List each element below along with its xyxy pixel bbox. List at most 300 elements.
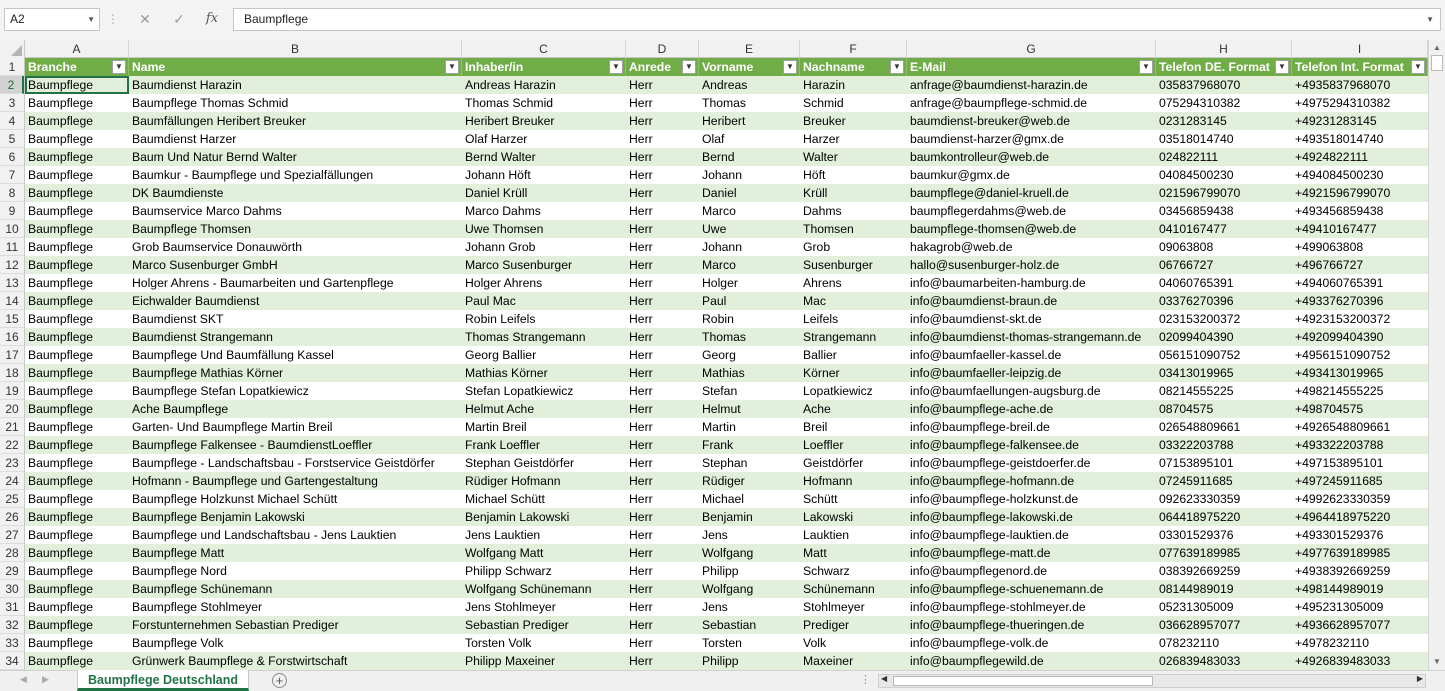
cell-nachname[interactable]: [800, 472, 907, 490]
cell-name[interactable]: [129, 508, 462, 526]
cell-branche[interactable]: [25, 382, 129, 400]
cell-email[interactable]: [907, 652, 1156, 670]
cell-inhaber[interactable]: [462, 508, 626, 526]
cell-vorname[interactable]: [699, 652, 800, 670]
row-number[interactable]: 13: [0, 274, 24, 292]
cell-telefon-int[interactable]: [1292, 328, 1428, 346]
cell-branche[interactable]: [25, 148, 129, 166]
cell-branche[interactable]: [25, 292, 129, 310]
cell-vorname[interactable]: [699, 220, 800, 238]
cell-telefon-int[interactable]: [1292, 274, 1428, 292]
cell-telefon-de[interactable]: [1156, 202, 1292, 220]
cell-nachname[interactable]: [800, 130, 907, 148]
row-number[interactable]: 29: [0, 562, 24, 580]
next-sheet-icon[interactable]: ▶: [42, 674, 49, 684]
cell-telefon-int[interactable]: [1292, 544, 1428, 562]
cell-email[interactable]: [907, 274, 1156, 292]
cell-vorname[interactable]: [699, 148, 800, 166]
cell-vorname[interactable]: [699, 274, 800, 292]
cell-branche[interactable]: [25, 238, 129, 256]
cell-anrede[interactable]: [626, 130, 699, 148]
cell-inhaber[interactable]: [462, 148, 626, 166]
cell-telefon-de[interactable]: [1156, 598, 1292, 616]
cell-vorname[interactable]: [699, 562, 800, 580]
cell-inhaber[interactable]: [462, 184, 626, 202]
cell-vorname[interactable]: [699, 346, 800, 364]
cell-branche[interactable]: [25, 634, 129, 652]
row-number[interactable]: 32: [0, 616, 24, 634]
cell-nachname[interactable]: [800, 400, 907, 418]
cell-email[interactable]: [907, 220, 1156, 238]
row-number[interactable]: 23: [0, 454, 24, 472]
cell-telefon-de[interactable]: [1156, 544, 1292, 562]
cell-branche[interactable]: [25, 418, 129, 436]
row-number[interactable]: 30: [0, 580, 24, 598]
cell-inhaber[interactable]: [462, 256, 626, 274]
cell-inhaber[interactable]: [462, 472, 626, 490]
cell-email[interactable]: [907, 526, 1156, 544]
horizontal-scroll-thumb[interactable]: [893, 676, 1153, 686]
cell-inhaber[interactable]: [462, 220, 626, 238]
cell-telefon-de[interactable]: [1156, 292, 1292, 310]
cell-anrede[interactable]: [626, 562, 699, 580]
cell-vorname[interactable]: [699, 256, 800, 274]
cell-name[interactable]: [129, 310, 462, 328]
cell-email[interactable]: [907, 598, 1156, 616]
cell-anrede[interactable]: [626, 94, 699, 112]
cell-vorname[interactable]: [699, 238, 800, 256]
cell-email[interactable]: [907, 202, 1156, 220]
cell-branche[interactable]: [25, 256, 129, 274]
cell-anrede[interactable]: [626, 382, 699, 400]
cell-vorname[interactable]: [699, 76, 800, 94]
cell-telefon-de[interactable]: [1156, 472, 1292, 490]
cell-inhaber[interactable]: [462, 130, 626, 148]
filter-dropdown-icon[interactable]: ▼: [1275, 60, 1289, 74]
cell-email[interactable]: [907, 364, 1156, 382]
cell-name[interactable]: [129, 580, 462, 598]
cell-inhaber[interactable]: [462, 526, 626, 544]
cell-anrede[interactable]: [626, 166, 699, 184]
cell-nachname[interactable]: [800, 616, 907, 634]
cell-telefon-de[interactable]: [1156, 220, 1292, 238]
cell-telefon-int[interactable]: [1292, 454, 1428, 472]
cell-telefon-int[interactable]: [1292, 346, 1428, 364]
column-letter-d[interactable]: D: [626, 40, 699, 58]
cell-nachname[interactable]: [800, 274, 907, 292]
select-all-corner[interactable]: [0, 40, 25, 58]
row-number[interactable]: 10: [0, 220, 24, 238]
cell-telefon-int[interactable]: [1292, 184, 1428, 202]
cell-telefon-int[interactable]: [1292, 472, 1428, 490]
column-letter-b[interactable]: B: [129, 40, 462, 58]
cell-email[interactable]: [907, 346, 1156, 364]
cell-email[interactable]: [907, 166, 1156, 184]
cell-telefon-de[interactable]: [1156, 436, 1292, 454]
cell-nachname[interactable]: [800, 634, 907, 652]
cell-branche[interactable]: [25, 202, 129, 220]
cell-anrede[interactable]: [626, 328, 699, 346]
cell-nachname[interactable]: [800, 598, 907, 616]
cell-email[interactable]: [907, 292, 1156, 310]
cell-nachname[interactable]: [800, 202, 907, 220]
cell-name[interactable]: [129, 328, 462, 346]
row-number[interactable]: 16: [0, 328, 24, 346]
cell-telefon-de[interactable]: [1156, 148, 1292, 166]
cell-telefon-de[interactable]: [1156, 166, 1292, 184]
cell-name[interactable]: [129, 382, 462, 400]
cell-email[interactable]: [907, 580, 1156, 598]
cell-branche[interactable]: [25, 652, 129, 670]
cell-branche[interactable]: [25, 184, 129, 202]
cell-branche[interactable]: [25, 166, 129, 184]
cell-telefon-int[interactable]: [1292, 256, 1428, 274]
cell-email[interactable]: [907, 544, 1156, 562]
cell-telefon-de[interactable]: [1156, 76, 1292, 94]
cell-inhaber[interactable]: [462, 112, 626, 130]
cell-anrede[interactable]: [626, 598, 699, 616]
cell-anrede[interactable]: [626, 616, 699, 634]
row-number[interactable]: 27: [0, 526, 24, 544]
cell-inhaber[interactable]: [462, 436, 626, 454]
name-box-dropdown-icon[interactable]: ▼: [87, 15, 95, 24]
cell-nachname[interactable]: [800, 562, 907, 580]
row-number[interactable]: 2: [0, 76, 24, 94]
cell-name[interactable]: [129, 634, 462, 652]
filter-dropdown-icon[interactable]: ▼: [112, 60, 126, 74]
vertical-scrollbar[interactable]: [1428, 40, 1445, 670]
cell-vorname[interactable]: [699, 526, 800, 544]
cell-branche[interactable]: [25, 472, 129, 490]
cell-name[interactable]: [129, 166, 462, 184]
cell-telefon-int[interactable]: [1292, 112, 1428, 130]
cell-nachname[interactable]: [800, 490, 907, 508]
cell-inhaber[interactable]: [462, 238, 626, 256]
row-number[interactable]: 8: [0, 184, 24, 202]
cell-name[interactable]: [129, 616, 462, 634]
cell-branche[interactable]: [25, 490, 129, 508]
cell-nachname[interactable]: [800, 94, 907, 112]
cell-vorname[interactable]: [699, 598, 800, 616]
cell-nachname[interactable]: [800, 382, 907, 400]
cell-telefon-de[interactable]: [1156, 328, 1292, 346]
cell-email[interactable]: [907, 400, 1156, 418]
cell-vorname[interactable]: [699, 490, 800, 508]
row-number[interactable]: 6: [0, 148, 24, 166]
cell-inhaber[interactable]: [462, 202, 626, 220]
cell-email[interactable]: [907, 328, 1156, 346]
header-cell-telefon-int[interactable]: [1292, 58, 1428, 76]
cell-telefon-int[interactable]: [1292, 526, 1428, 544]
column-letter-i[interactable]: I: [1292, 40, 1428, 58]
cell-vorname[interactable]: [699, 616, 800, 634]
cell-vorname[interactable]: [699, 310, 800, 328]
cell-inhaber[interactable]: [462, 580, 626, 598]
prev-sheet-icon[interactable]: ◀: [20, 674, 27, 684]
cell-vorname[interactable]: [699, 94, 800, 112]
cell-telefon-int[interactable]: [1292, 76, 1428, 94]
column-letter-a[interactable]: A: [25, 40, 129, 58]
cell-nachname[interactable]: [800, 346, 907, 364]
cell-telefon-de[interactable]: [1156, 130, 1292, 148]
cell-nachname[interactable]: [800, 508, 907, 526]
cell-inhaber[interactable]: [462, 490, 626, 508]
row-number[interactable]: 25: [0, 490, 24, 508]
cell-telefon-de[interactable]: [1156, 94, 1292, 112]
row-number[interactable]: 14: [0, 292, 24, 310]
cell-telefon-int[interactable]: [1292, 580, 1428, 598]
cell-inhaber[interactable]: [462, 652, 626, 670]
row-number[interactable]: 24: [0, 472, 24, 490]
header-cell-name[interactable]: [129, 58, 462, 76]
cell-name[interactable]: [129, 562, 462, 580]
cell-telefon-int[interactable]: [1292, 310, 1428, 328]
cell-nachname[interactable]: [800, 544, 907, 562]
cell-telefon-int[interactable]: [1292, 400, 1428, 418]
cell-telefon-de[interactable]: [1156, 400, 1292, 418]
cell-name[interactable]: [129, 598, 462, 616]
scroll-down-icon[interactable]: ▼: [1433, 657, 1441, 666]
header-cell-email[interactable]: [907, 58, 1156, 76]
cell-anrede[interactable]: [626, 472, 699, 490]
cell-anrede[interactable]: [626, 436, 699, 454]
cell-vorname[interactable]: [699, 454, 800, 472]
cell-anrede[interactable]: [626, 202, 699, 220]
cell-name[interactable]: [129, 526, 462, 544]
cell-vorname[interactable]: [699, 130, 800, 148]
cell-anrede[interactable]: [626, 400, 699, 418]
cell-telefon-int[interactable]: [1292, 364, 1428, 382]
row-number[interactable]: 28: [0, 544, 24, 562]
cell-anrede[interactable]: [626, 256, 699, 274]
cell-inhaber[interactable]: [462, 616, 626, 634]
row-number[interactable]: 22: [0, 436, 24, 454]
cell-anrede[interactable]: [626, 112, 699, 130]
cell-telefon-int[interactable]: [1292, 490, 1428, 508]
cell-nachname[interactable]: [800, 310, 907, 328]
cell-email[interactable]: [907, 634, 1156, 652]
scroll-left-icon[interactable]: ◀: [881, 674, 888, 683]
cell-telefon-de[interactable]: [1156, 310, 1292, 328]
cell-anrede[interactable]: [626, 184, 699, 202]
cell-nachname[interactable]: [800, 76, 907, 94]
name-box[interactable]: [4, 8, 100, 31]
cell-telefon-int[interactable]: [1292, 616, 1428, 634]
row-number[interactable]: 9: [0, 202, 24, 220]
cell-telefon-de[interactable]: [1156, 652, 1292, 670]
header-cell-vorname[interactable]: [699, 58, 800, 76]
cell-email[interactable]: [907, 562, 1156, 580]
header-cell-branche[interactable]: [25, 58, 129, 76]
cell-email[interactable]: [907, 184, 1156, 202]
cell-name[interactable]: [129, 346, 462, 364]
filter-dropdown-icon[interactable]: ▼: [890, 60, 904, 74]
cell-inhaber[interactable]: [462, 364, 626, 382]
cell-branche[interactable]: [25, 328, 129, 346]
cell-inhaber[interactable]: [462, 598, 626, 616]
column-letter-f[interactable]: F: [800, 40, 907, 58]
cell-anrede[interactable]: [626, 346, 699, 364]
cell-anrede[interactable]: [626, 508, 699, 526]
row-number[interactable]: 19: [0, 382, 24, 400]
cell-name[interactable]: [129, 652, 462, 670]
filter-dropdown-icon[interactable]: ▼: [609, 60, 623, 74]
cell-name[interactable]: [129, 202, 462, 220]
vertical-scroll-thumb[interactable]: [1431, 55, 1443, 71]
cell-telefon-int[interactable]: [1292, 166, 1428, 184]
cell-name[interactable]: [129, 472, 462, 490]
cell-telefon-de[interactable]: [1156, 112, 1292, 130]
cell-telefon-de[interactable]: [1156, 364, 1292, 382]
cell-telefon-de[interactable]: [1156, 526, 1292, 544]
cell-branche[interactable]: [25, 274, 129, 292]
row-number[interactable]: 7: [0, 166, 24, 184]
cell-branche[interactable]: [25, 454, 129, 472]
cell-vorname[interactable]: [699, 472, 800, 490]
row-number[interactable]: 18: [0, 364, 24, 382]
row-number[interactable]: 4: [0, 112, 24, 130]
cell-telefon-de[interactable]: [1156, 562, 1292, 580]
cell-branche[interactable]: [25, 580, 129, 598]
cell-anrede[interactable]: [626, 238, 699, 256]
cell-email[interactable]: [907, 454, 1156, 472]
cell-branche[interactable]: [25, 544, 129, 562]
row-number[interactable]: 17: [0, 346, 24, 364]
cell-inhaber[interactable]: [462, 400, 626, 418]
cell-nachname[interactable]: [800, 652, 907, 670]
cell-email[interactable]: [907, 490, 1156, 508]
cell-anrede[interactable]: [626, 544, 699, 562]
row-number[interactable]: 20: [0, 400, 24, 418]
cell-anrede[interactable]: [626, 490, 699, 508]
cell-name[interactable]: [129, 454, 462, 472]
cell-telefon-de[interactable]: [1156, 454, 1292, 472]
cell-branche[interactable]: [25, 436, 129, 454]
cell-email[interactable]: [907, 310, 1156, 328]
cell-branche[interactable]: [25, 526, 129, 544]
cell-name[interactable]: [129, 256, 462, 274]
cell-telefon-de[interactable]: [1156, 508, 1292, 526]
cell-anrede[interactable]: [626, 454, 699, 472]
cell-name[interactable]: [129, 148, 462, 166]
row-number[interactable]: 11: [0, 238, 24, 256]
cell-inhaber[interactable]: [462, 544, 626, 562]
filter-dropdown-icon[interactable]: ▼: [682, 60, 696, 74]
cell-vorname[interactable]: [699, 580, 800, 598]
cell-vorname[interactable]: [699, 418, 800, 436]
cell-nachname[interactable]: [800, 220, 907, 238]
cell-telefon-int[interactable]: [1292, 598, 1428, 616]
cell-telefon-int[interactable]: [1292, 148, 1428, 166]
header-cell-nachname[interactable]: [800, 58, 907, 76]
cell-branche[interactable]: [25, 310, 129, 328]
column-letter-c[interactable]: C: [462, 40, 626, 58]
formula-input[interactable]: [233, 8, 1441, 31]
cell-name[interactable]: [129, 490, 462, 508]
cell-nachname[interactable]: [800, 436, 907, 454]
cell-telefon-int[interactable]: [1292, 238, 1428, 256]
row-number[interactable]: 15: [0, 310, 24, 328]
cell-inhaber[interactable]: [462, 76, 626, 94]
cell-branche[interactable]: [25, 364, 129, 382]
cell-nachname[interactable]: [800, 580, 907, 598]
cell-nachname[interactable]: [800, 256, 907, 274]
cell-name[interactable]: [129, 130, 462, 148]
header-cell-telefon-de[interactable]: [1156, 58, 1292, 76]
cell-name[interactable]: [129, 184, 462, 202]
function-icon[interactable]: fx: [205, 11, 219, 26]
cell-telefon-int[interactable]: [1292, 292, 1428, 310]
cell-email[interactable]: [907, 382, 1156, 400]
cell-vorname[interactable]: [699, 112, 800, 130]
cell-nachname[interactable]: [800, 148, 907, 166]
cell-telefon-de[interactable]: [1156, 382, 1292, 400]
header-cell-anrede[interactable]: [626, 58, 699, 76]
cell-anrede[interactable]: [626, 580, 699, 598]
cell-anrede[interactable]: [626, 418, 699, 436]
add-sheet-icon[interactable]: +: [272, 673, 287, 688]
cell-vorname[interactable]: [699, 634, 800, 652]
cell-email[interactable]: [907, 94, 1156, 112]
cell-branche[interactable]: [25, 94, 129, 112]
row-number[interactable]: 26: [0, 508, 24, 526]
expand-formula-icon[interactable]: ▼: [1426, 15, 1434, 24]
cell-email[interactable]: [907, 472, 1156, 490]
cell-nachname[interactable]: [800, 418, 907, 436]
header-cell-inhaber[interactable]: [462, 58, 626, 76]
cell-branche[interactable]: [25, 76, 129, 94]
cell-email[interactable]: [907, 616, 1156, 634]
cell-vorname[interactable]: [699, 328, 800, 346]
cell-anrede[interactable]: [626, 148, 699, 166]
row-number[interactable]: 33: [0, 634, 24, 652]
cell-email[interactable]: [907, 256, 1156, 274]
cell-name[interactable]: [129, 400, 462, 418]
cell-branche[interactable]: [25, 562, 129, 580]
cell-telefon-int[interactable]: [1292, 202, 1428, 220]
cell-vorname[interactable]: [699, 184, 800, 202]
cell-email[interactable]: [907, 508, 1156, 526]
cell-email[interactable]: [907, 238, 1156, 256]
cell-inhaber[interactable]: [462, 94, 626, 112]
cell-telefon-int[interactable]: [1292, 508, 1428, 526]
cell-telefon-de[interactable]: [1156, 634, 1292, 652]
cell-inhaber[interactable]: [462, 562, 626, 580]
row-number[interactable]: 1: [0, 58, 24, 76]
cell-name[interactable]: [129, 292, 462, 310]
cell-vorname[interactable]: [699, 292, 800, 310]
cell-telefon-de[interactable]: [1156, 238, 1292, 256]
cell-nachname[interactable]: [800, 292, 907, 310]
cell-telefon-int[interactable]: [1292, 652, 1428, 670]
cell-anrede[interactable]: [626, 220, 699, 238]
cell-email[interactable]: [907, 112, 1156, 130]
cell-anrede[interactable]: [626, 292, 699, 310]
filter-dropdown-icon[interactable]: ▼: [783, 60, 797, 74]
cell-branche[interactable]: [25, 112, 129, 130]
cell-telefon-int[interactable]: [1292, 634, 1428, 652]
column-letter-e[interactable]: E: [699, 40, 800, 58]
cell-anrede[interactable]: [626, 526, 699, 544]
column-letter-h[interactable]: H: [1156, 40, 1292, 58]
cell-nachname[interactable]: [800, 526, 907, 544]
cell-telefon-int[interactable]: [1292, 418, 1428, 436]
enter-icon[interactable]: ✓: [173, 11, 185, 27]
scroll-right-icon[interactable]: ▶: [1416, 674, 1423, 683]
cell-anrede[interactable]: [626, 364, 699, 382]
cell-email[interactable]: [907, 418, 1156, 436]
sheet-tab-active[interactable]: Baumpflege Deutschland: [77, 670, 249, 691]
